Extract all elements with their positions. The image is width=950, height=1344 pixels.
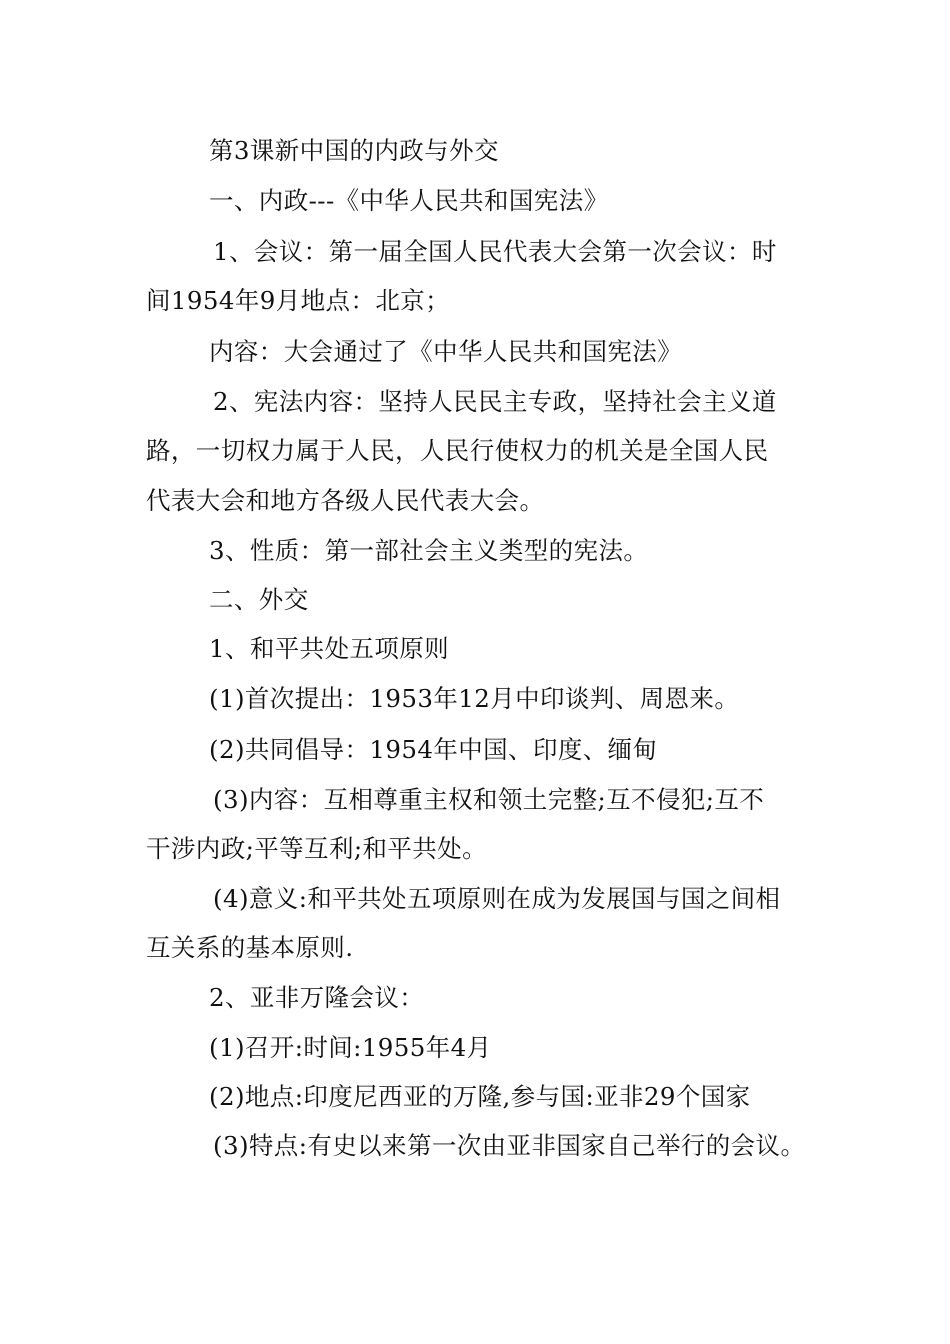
paragraph-line: 2、宪法内容：坚持人民民主专政，坚持社会主义道	[213, 387, 777, 416]
paragraph-line: (3)特点:有史以来第一次由亚非国家自己举行的会议。	[213, 1131, 806, 1160]
paragraph-line: 1、会议：第一届全国人民代表大会第一次会议：时	[213, 237, 777, 266]
paragraph-line: 代表大会和地方各级人民代表大会。	[146, 486, 545, 515]
paragraph-line: (2)共同倡导：1954年中国、印度、缅甸	[209, 735, 658, 764]
paragraph-line: (1)召开:时间:1955年4月	[209, 1033, 492, 1062]
paragraph-line: 路，一切权力属于人民，人民行使权力的机关是全国人民	[146, 436, 769, 465]
paragraph-line: (2)地点:印度尼西亚的万隆,参与国:亚非29个国家	[209, 1082, 751, 1111]
paragraph-line: 互关系的基本原则.	[146, 933, 354, 962]
paragraph-line: 2、亚非万隆会议：	[209, 983, 425, 1012]
section-heading-foreign: 二、外交	[209, 585, 309, 614]
paragraph-line: 1、和平共处五项原则	[209, 634, 450, 663]
paragraph-line: (3)内容：互相尊重主权和领土完整;互不侵犯;互不	[213, 785, 765, 814]
paragraph-line: 3、性质：第一部社会主义类型的宪法。	[209, 536, 649, 565]
document-title: 第3课新中国的内政与外交	[209, 136, 499, 165]
section-heading-domestic: 一、内政---《中华人民共和国宪法》	[209, 186, 609, 215]
paragraph-line: 干涉内政;平等互利;和平共处。	[146, 834, 488, 863]
paragraph-line: (4)意义:和平共处五项原则在成为发展国与国之间相	[213, 884, 781, 913]
paragraph-line: 间1954年9月地点：北京；	[146, 286, 451, 315]
paragraph-line: 内容：大会通过了《中华人民共和国宪法》	[209, 337, 683, 366]
paragraph-line: (1)首次提出：1953年12月中印谈判、周恩来。	[209, 684, 740, 713]
